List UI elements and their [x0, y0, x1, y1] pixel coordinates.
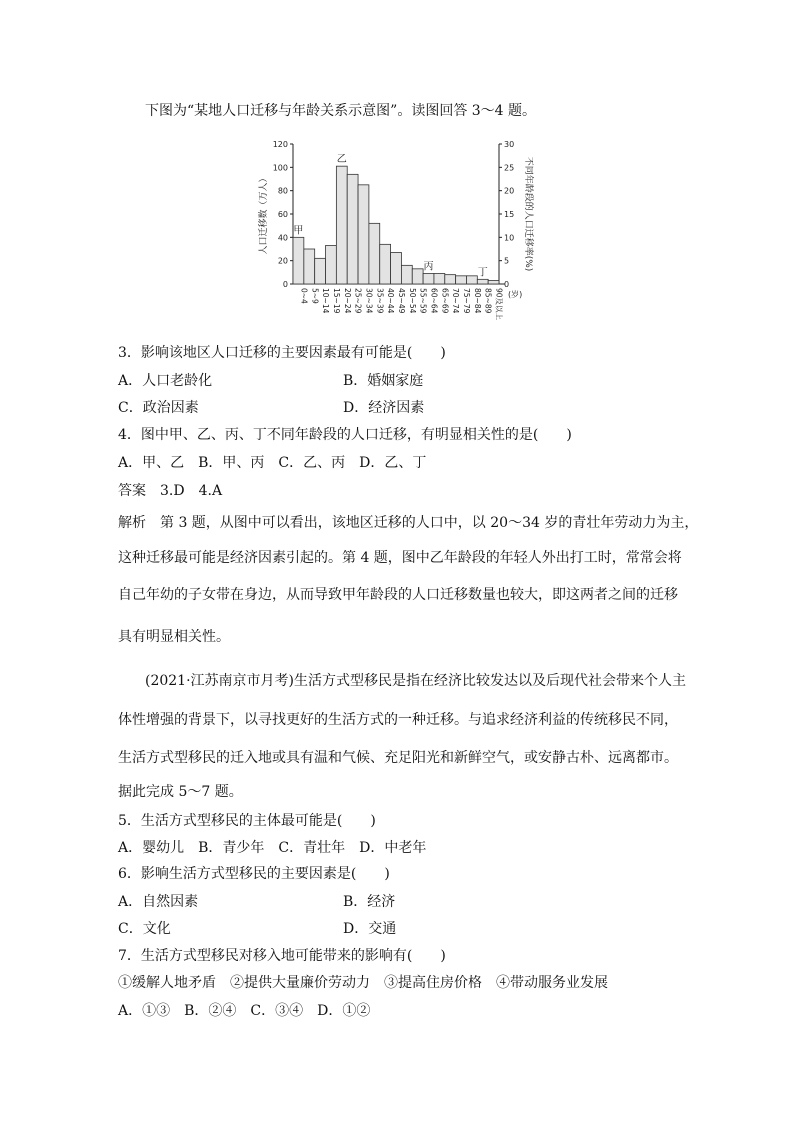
q6-option-a[interactable]: A．自然因素: [118, 894, 199, 910]
migration-age-chart: [250, 132, 540, 337]
y-tick-label: 0: [282, 280, 288, 289]
bar: [326, 246, 337, 285]
annotation-label: 丙: [423, 261, 434, 273]
bar: [358, 185, 369, 284]
x-tick-label: 55~59: [418, 288, 428, 314]
q3-stem: 3．影响该地区人口迁移的主要因素最有可能是( ): [118, 345, 446, 361]
x-tick-label: 15~19: [331, 288, 341, 314]
y-tick-label: 120: [272, 140, 288, 149]
bar: [391, 253, 402, 285]
bar: [315, 258, 326, 284]
x-tick-label: 70~74: [451, 288, 461, 314]
bar: [488, 281, 499, 285]
annotation-label: 甲: [293, 225, 304, 237]
x-tick-label: 40~44: [386, 288, 396, 314]
q7-stem: 7．生活方式型移民对移入地可能带来的影响有( ): [118, 948, 446, 964]
x-tick-label: 50~54: [407, 288, 417, 314]
bar: [456, 276, 467, 284]
y2-tick-label: 25: [504, 163, 515, 173]
bar: [336, 166, 347, 284]
x-tick-label: 20~24: [342, 288, 352, 314]
x-tick-label: 45~49: [397, 288, 406, 314]
q4-stem: 4．图中甲、乙、丙、丁不同年龄段的人口迁移，有明显相关性的是( ): [118, 427, 572, 443]
q6-option-c[interactable]: C．文化: [118, 921, 171, 937]
x-tick-label: 60~64: [429, 288, 439, 314]
y2-tick-label: 0: [504, 280, 510, 289]
bar: [293, 237, 304, 284]
passage-line: (2021·江苏南京市月考)生活方式型移民是指在经济比较发达以及后现代社会带来个人主: [145, 673, 687, 689]
analysis-line: 自己年幼的子女带在身边，从而导致甲年龄段的人口迁移数量也较大，即这两者之间的迁移: [118, 587, 678, 603]
x-tick-label: 90及以上: [494, 288, 504, 321]
analysis-line: 这种迁移最可能是经济因素引起的。第 4 题，图中乙年龄段的年轻人外出打工时，常常会将: [118, 550, 682, 566]
x-tick-label: 75~79: [462, 288, 472, 314]
bar: [434, 274, 445, 285]
y2-tick-label: 15: [504, 210, 515, 219]
x-tick-label: 0~4: [299, 288, 309, 304]
annotation-label: 丁: [477, 267, 488, 279]
bar: [445, 275, 456, 284]
y-tick-label: 80: [277, 186, 288, 196]
x-tick-label: 80~84: [472, 288, 482, 314]
x-tick-label: 65~69: [440, 288, 450, 314]
x-tick-label: 10~14: [321, 288, 331, 314]
x-tick-label: 30~34: [364, 288, 374, 314]
passage-line: 体性增强的背景下，以寻找更好的生活方式的一种迁移。与追求经济利益的传统移民不同，: [118, 712, 678, 728]
bar: [477, 279, 488, 284]
q4-options[interactable]: A．甲、乙 B．甲、丙 C．乙、丙 D．乙、丁: [118, 455, 427, 471]
bar: [369, 223, 380, 284]
analysis-line: 具有明显相关性。: [118, 629, 230, 645]
y-tick-label: 40: [277, 233, 288, 243]
bar: [412, 269, 423, 284]
y2-tick-label: 20: [504, 186, 515, 196]
bar: [401, 265, 412, 284]
answer-line: 答案 3.D 4.A: [118, 483, 223, 499]
analysis-line: 解析 第 3 题，从图中可以看出，该地区迁移的人口中，以 20～34 岁的青壮年劳动力为主，: [118, 515, 699, 531]
x-tick-label: 85~89: [483, 288, 493, 314]
q5-options[interactable]: A．婴幼儿 B．青少年 C．青壮年 D．中老年: [118, 840, 427, 856]
q7-options[interactable]: A．①③ B．②④ C．③④ D．①②: [118, 1003, 371, 1019]
annotation-label: 乙: [336, 154, 347, 166]
q6-stem: 6．影响生活方式型移民的主要因素是( ): [118, 866, 390, 882]
y-tick-label: 20: [277, 256, 288, 266]
x-tick-label: 35~39: [375, 288, 385, 314]
y2-axis-title: 不同年龄段的人口迁移率(%): [523, 156, 533, 272]
passage-line: 据此完成 5～7 题。: [118, 784, 243, 800]
bar: [380, 244, 391, 284]
bar: [304, 249, 315, 284]
q3-option-b[interactable]: B．婚姻家庭: [343, 373, 424, 389]
bar: [347, 174, 358, 284]
q3-option-a[interactable]: A．人口老龄化: [118, 373, 213, 389]
bar: [466, 276, 477, 284]
bar: [423, 274, 434, 285]
q3-option-c[interactable]: C．政治因素: [118, 400, 199, 416]
q3-option-d[interactable]: D．经济因素: [343, 400, 425, 416]
x-tick-label: 25~29: [353, 288, 363, 314]
passage-line: 生活方式型移民的迁入地或具有温和气候、充足阳光和新鲜空气，或安静古朴、远离都市。: [118, 750, 678, 766]
intro-text: 下图为“某地人口迁移与年龄关系示意图”。读图回答 3～4 题。: [145, 103, 537, 119]
y-tick-label: 60: [277, 210, 288, 219]
q6-option-d[interactable]: D．交通: [343, 921, 397, 937]
y-tick-label: 100: [272, 163, 288, 173]
y-axis-title: 人口迁移数（万人）: [259, 173, 269, 255]
q7-statements: ①缓解人地矛盾 ②提供大量廉价劳动力 ③提高住房价格 ④带动服务业发展: [118, 975, 608, 991]
q5-stem: 5．生活方式型移民的主体最可能是( ): [118, 813, 376, 829]
y2-tick-label: 5: [504, 256, 510, 266]
q6-option-b[interactable]: B．经济: [343, 894, 396, 910]
y2-tick-label: 30: [504, 140, 515, 149]
x-tick-label: 5~9: [310, 288, 320, 304]
x-axis-label: (岁): [508, 290, 523, 299]
y2-tick-label: 10: [504, 233, 515, 243]
